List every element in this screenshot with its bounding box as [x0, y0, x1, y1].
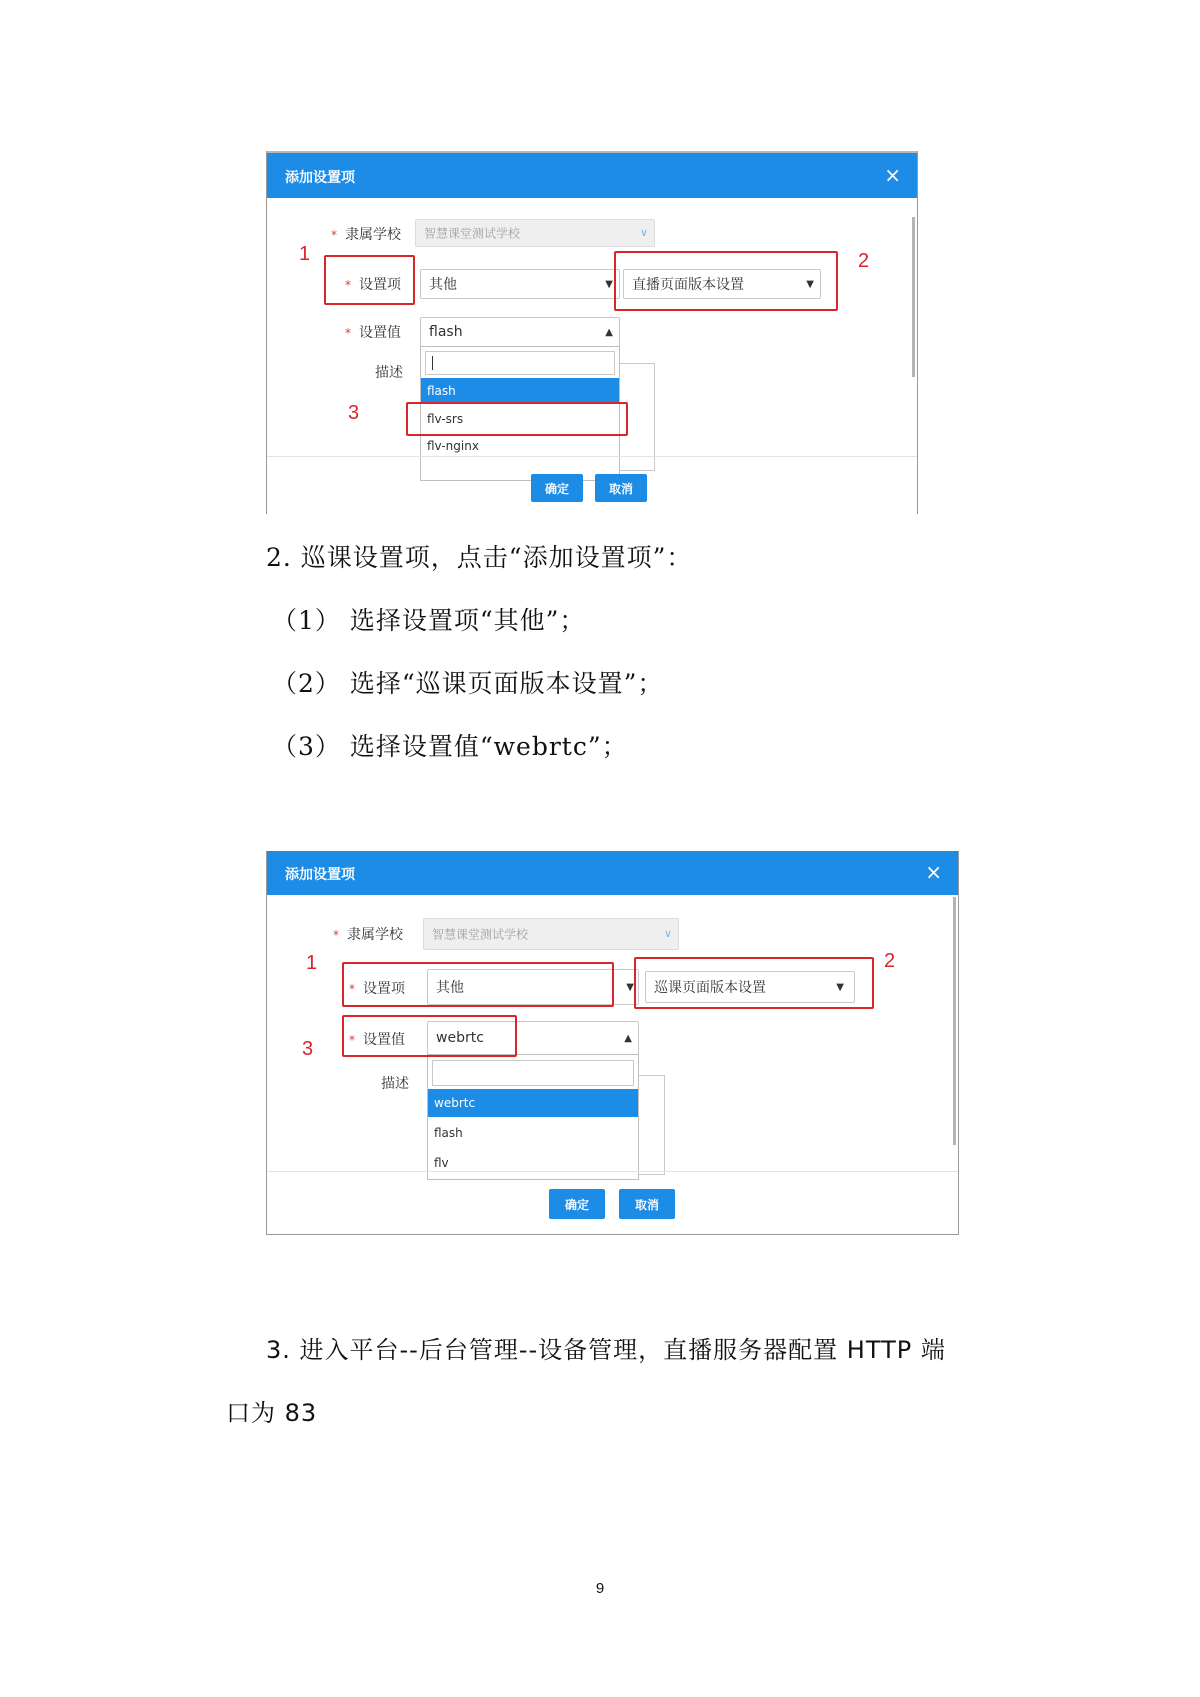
footer-divider	[267, 456, 917, 457]
cancel-button[interactable]: 取消	[595, 474, 647, 502]
dialog-title: 添加设置项	[285, 170, 355, 186]
value-label: * 设置值	[349, 1032, 405, 1048]
close-icon[interactable]: ×	[925, 860, 942, 884]
item-label: * 设置项	[349, 981, 405, 997]
dropdown-search-input[interactable]	[425, 351, 615, 375]
caret-down-icon: ▼	[806, 279, 814, 290]
annotation-number-2: 2	[858, 250, 870, 272]
dialog-titlebar	[267, 153, 917, 198]
dropdown-option[interactable]: flash	[421, 378, 619, 404]
screenshot-2	[266, 851, 959, 1235]
dropdown-option[interactable]: flv-srs	[427, 412, 464, 426]
scrollbar[interactable]	[953, 897, 956, 1145]
dropdown-option[interactable]: webrtc	[428, 1089, 638, 1117]
scrollbar[interactable]	[912, 217, 915, 377]
item-label: * 设置项	[345, 277, 401, 293]
annotation-number-1: 1	[299, 243, 311, 265]
dialog-titlebar	[267, 851, 958, 895]
desc-label: 描述	[375, 365, 403, 381]
school-label: * 隶属学校	[331, 227, 401, 243]
item-select[interactable]: 其他 ▼	[420, 269, 620, 299]
dialog-title: 添加设置项	[285, 867, 355, 883]
value-dropdown	[420, 346, 620, 481]
caret-down-icon: ▼	[626, 982, 634, 993]
item-select[interactable]: 其他 ▼	[427, 969, 639, 1005]
ok-button[interactable]: 确定	[531, 474, 583, 502]
caret-up-icon: ▲	[624, 1033, 632, 1044]
chevron-down-icon: ∨	[639, 226, 648, 239]
instruction-step: （3） 选择设置值“webrtc”；	[272, 732, 628, 761]
annotation-number-1: 1	[306, 952, 318, 974]
chevron-down-icon: ∨	[663, 927, 672, 940]
value-select[interactable]: webrtc ▲	[427, 1021, 639, 1055]
annotation-number-3: 3	[348, 402, 360, 424]
ok-button[interactable]: 确定	[549, 1189, 605, 1219]
school-label: * 隶属学校	[333, 927, 403, 943]
caret-up-icon: ▲	[605, 327, 613, 338]
item-sub-select[interactable]: 直播页面版本设置 ▼	[623, 269, 821, 299]
annotation-number-3: 3	[302, 1038, 314, 1060]
caret-down-icon: ▼	[605, 279, 613, 290]
caret-down-icon: ▼	[836, 982, 844, 993]
step3-line-2: 口为 83	[226, 1399, 318, 1427]
instruction-heading: 2. 巡课设置项，点击“添加设置项”：	[266, 543, 693, 572]
desc-label: 描述	[381, 1076, 409, 1092]
value-dropdown	[427, 1054, 639, 1180]
value-label: * 设置值	[345, 325, 401, 341]
step3-line-1: 3. 进入平台--后台管理--设备管理，直播服务器配置 HTTP 端	[266, 1336, 946, 1364]
footer-divider	[267, 1171, 958, 1172]
value-select[interactable]: flash ▲	[420, 317, 620, 347]
cancel-button[interactable]: 取消	[619, 1189, 675, 1219]
school-select[interactable]: 智慧课堂测试学校 ∨	[415, 219, 655, 247]
instruction-step: （1） 选择设置项“其他”；	[272, 606, 586, 635]
school-select[interactable]: 智慧课堂测试学校 ∨	[423, 918, 679, 950]
dropdown-option[interactable]: flv-nginx	[427, 439, 479, 453]
dropdown-option[interactable]: flash	[434, 1126, 463, 1140]
close-icon[interactable]: ×	[884, 163, 901, 187]
dropdown-search-input[interactable]	[432, 1060, 634, 1086]
item-sub-select[interactable]: 巡课页面版本设置 ▼	[645, 971, 855, 1003]
screenshot-1	[266, 151, 918, 514]
instruction-step: （2） 选择“巡课页面版本设置”；	[272, 669, 664, 698]
page-number: 9	[595, 1580, 605, 1597]
annotation-number-2: 2	[884, 950, 896, 972]
dropdown-option[interactable]: flv	[434, 1156, 449, 1170]
